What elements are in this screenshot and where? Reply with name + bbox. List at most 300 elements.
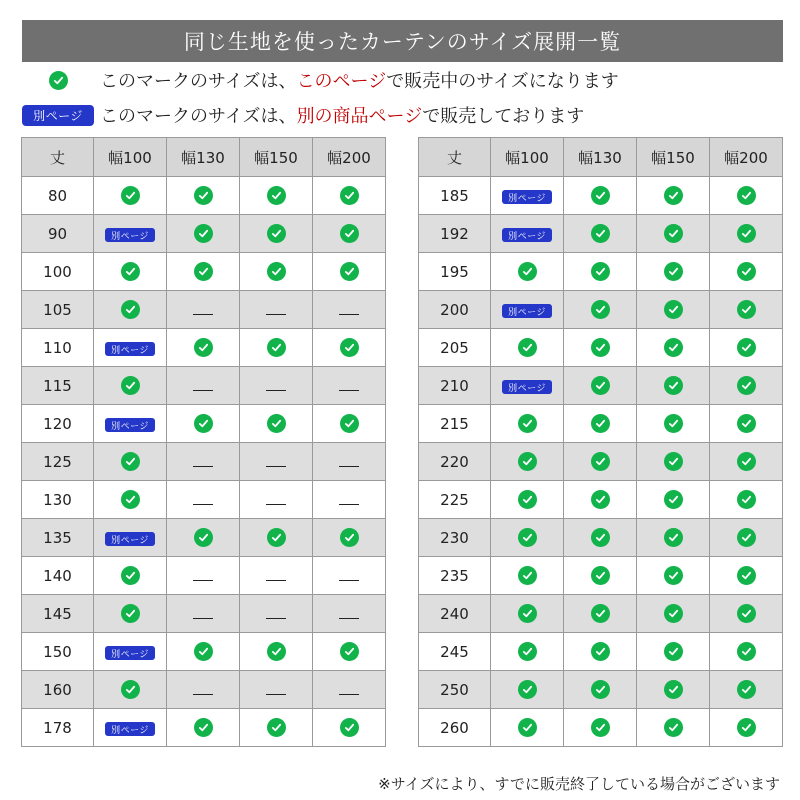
availability-cell (167, 595, 240, 633)
length-cell: 192 (419, 215, 491, 253)
availability-cell (710, 633, 783, 671)
not-available-dash (266, 504, 286, 505)
check-icon (737, 528, 756, 547)
not-available-dash (266, 694, 286, 695)
table-row (419, 177, 783, 215)
availability-cell (313, 405, 386, 443)
check-icon (591, 490, 610, 509)
availability-cell (564, 671, 637, 709)
check-icon (737, 566, 756, 585)
check-icon (664, 262, 683, 281)
availability-cell (491, 405, 564, 443)
not-available-dash (266, 580, 286, 581)
table-row (22, 519, 386, 557)
availability-cell (637, 177, 710, 215)
table-row (419, 481, 783, 519)
availability-cell (313, 329, 386, 367)
check-icon (591, 452, 610, 471)
availability-cell (94, 519, 167, 557)
availability-cell (313, 481, 386, 519)
header-width: 幅200 (710, 138, 783, 177)
availability-cell (637, 405, 710, 443)
other-page-badge: 別ページ (502, 380, 552, 394)
availability-cell (564, 481, 637, 519)
legend-badge-suffix: で販売しております (422, 106, 585, 127)
availability-cell (94, 367, 167, 405)
check-icon (340, 262, 359, 281)
check-icon (737, 224, 756, 243)
availability-cell (564, 253, 637, 291)
check-icon (664, 186, 683, 205)
availability-cell (491, 177, 564, 215)
not-available-dash (339, 504, 359, 505)
size-table-right (418, 137, 783, 747)
check-icon (121, 604, 140, 623)
availability-cell (167, 253, 240, 291)
availability-cell (564, 405, 637, 443)
availability-cell (637, 595, 710, 633)
availability-cell (710, 329, 783, 367)
check-icon (267, 528, 286, 547)
check-icon (737, 262, 756, 281)
availability-cell (637, 709, 710, 747)
table-row (22, 709, 386, 747)
table-row (22, 253, 386, 291)
availability-cell (313, 253, 386, 291)
check-icon (518, 490, 537, 509)
length-cell: 178 (22, 709, 94, 747)
availability-cell (710, 519, 783, 557)
availability-cell (94, 443, 167, 481)
availability-cell (94, 215, 167, 253)
check-icon (340, 718, 359, 737)
page-title: 同じ生地を使ったカーテンのサイズ展開一覧 (22, 20, 783, 62)
other-page-badge: 別ページ (22, 105, 94, 126)
availability-cell (710, 671, 783, 709)
check-icon (518, 452, 537, 471)
availability-cell (710, 215, 783, 253)
check-icon (121, 186, 140, 205)
availability-cell (491, 671, 564, 709)
table-row (419, 405, 783, 443)
availability-cell (240, 481, 313, 519)
length-cell: 260 (419, 709, 491, 747)
check-icon (267, 718, 286, 737)
not-available-dash (339, 580, 359, 581)
table-row (22, 481, 386, 519)
table-row (419, 709, 783, 747)
check-icon (121, 490, 140, 509)
availability-cell (167, 215, 240, 253)
availability-cell (240, 215, 313, 253)
availability-cell (313, 177, 386, 215)
header-width: 幅150 (240, 138, 313, 177)
table-row (22, 329, 386, 367)
check-icon (194, 642, 213, 661)
table-row (419, 633, 783, 671)
availability-cell (94, 671, 167, 709)
check-icon (737, 338, 756, 357)
availability-cell (491, 367, 564, 405)
availability-cell (94, 709, 167, 747)
table-row (419, 291, 783, 329)
table-header-row (22, 138, 386, 177)
availability-cell (313, 367, 386, 405)
availability-cell (167, 367, 240, 405)
availability-cell (637, 443, 710, 481)
availability-cell (637, 633, 710, 671)
check-icon (737, 680, 756, 699)
header-width: 幅130 (167, 138, 240, 177)
availability-cell (637, 215, 710, 253)
table-row (419, 443, 783, 481)
availability-cell (313, 595, 386, 633)
availability-cell (564, 633, 637, 671)
availability-cell (564, 329, 637, 367)
check-icon (518, 528, 537, 547)
check-icon (664, 224, 683, 243)
not-available-dash (339, 618, 359, 619)
check-icon (664, 566, 683, 585)
other-page-badge: 別ページ (502, 304, 552, 318)
availability-cell (710, 177, 783, 215)
other-page-badge: 別ページ (502, 228, 552, 242)
availability-cell (313, 557, 386, 595)
header-length: 丈 (419, 138, 491, 177)
check-icon (121, 452, 140, 471)
legend-badge-prefix: このマークのサイズは、 (100, 106, 297, 127)
check-icon (591, 680, 610, 699)
other-page-badge: 別ページ (105, 342, 155, 356)
check-icon (194, 528, 213, 547)
availability-cell (240, 405, 313, 443)
check-icon (737, 642, 756, 661)
length-cell: 145 (22, 595, 94, 633)
check-icon (121, 262, 140, 281)
check-icon (591, 604, 610, 623)
not-available-dash (193, 314, 213, 315)
availability-cell (167, 633, 240, 671)
table-row (419, 671, 783, 709)
availability-cell (564, 709, 637, 747)
not-available-dash (339, 694, 359, 695)
check-icon (121, 300, 140, 319)
check-icon (737, 414, 756, 433)
header-width: 幅100 (94, 138, 167, 177)
check-icon (518, 604, 537, 623)
table-row (22, 671, 386, 709)
availability-cell (240, 633, 313, 671)
availability-cell (167, 671, 240, 709)
table-row (22, 633, 386, 671)
check-icon (518, 642, 537, 661)
availability-cell (710, 443, 783, 481)
availability-cell (491, 595, 564, 633)
other-page-badge: 別ページ (105, 418, 155, 432)
availability-cell (94, 177, 167, 215)
check-icon (737, 718, 756, 737)
availability-cell (167, 519, 240, 557)
availability-cell (94, 329, 167, 367)
availability-cell (167, 709, 240, 747)
check-icon (664, 680, 683, 699)
table-header-row (419, 138, 783, 177)
check-icon (591, 528, 610, 547)
check-icon (737, 186, 756, 205)
length-cell: 200 (419, 291, 491, 329)
length-cell: 195 (419, 253, 491, 291)
availability-cell (710, 405, 783, 443)
availability-cell (710, 367, 783, 405)
availability-cell (313, 519, 386, 557)
not-available-dash (339, 314, 359, 315)
not-available-dash (193, 504, 213, 505)
availability-cell (167, 443, 240, 481)
check-icon (267, 642, 286, 661)
check-icon (664, 338, 683, 357)
length-cell: 240 (419, 595, 491, 633)
availability-cell (564, 367, 637, 405)
availability-cell (240, 367, 313, 405)
check-icon (121, 680, 140, 699)
not-available-dash (193, 694, 213, 695)
check-icon (194, 338, 213, 357)
availability-cell (94, 253, 167, 291)
other-page-badge: 別ページ (105, 228, 155, 242)
check-icon (737, 490, 756, 509)
check-icon (664, 528, 683, 547)
availability-cell (94, 405, 167, 443)
check-icon (518, 566, 537, 585)
length-cell: 220 (419, 443, 491, 481)
availability-cell (710, 481, 783, 519)
length-cell: 125 (22, 443, 94, 481)
other-page-badge: 別ページ (502, 190, 552, 204)
legend-badge-highlight: 別の商品ページ (296, 106, 423, 127)
check-icon (267, 224, 286, 243)
check-icon (737, 452, 756, 471)
check-icon (591, 186, 610, 205)
availability-cell (167, 405, 240, 443)
check-icon (591, 566, 610, 585)
check-icon (49, 71, 68, 90)
check-icon (194, 414, 213, 433)
length-cell: 245 (419, 633, 491, 671)
check-icon (340, 224, 359, 243)
availability-cell (491, 291, 564, 329)
availability-cell (313, 215, 386, 253)
availability-cell (313, 671, 386, 709)
legend-check (22, 65, 619, 95)
legend-check-prefix: このマークのサイズは、 (100, 71, 297, 92)
length-cell: 140 (22, 557, 94, 595)
table-row (22, 557, 386, 595)
header-width: 幅130 (564, 138, 637, 177)
check-icon (664, 452, 683, 471)
availability-cell (167, 177, 240, 215)
availability-cell (94, 291, 167, 329)
header-length: 丈 (22, 138, 94, 177)
check-icon (194, 224, 213, 243)
availability-cell (564, 443, 637, 481)
check-icon (267, 414, 286, 433)
length-cell: 205 (419, 329, 491, 367)
check-icon (737, 604, 756, 623)
availability-cell (637, 329, 710, 367)
check-icon (267, 262, 286, 281)
availability-cell (710, 291, 783, 329)
check-icon (664, 642, 683, 661)
other-page-badge: 別ページ (105, 532, 155, 546)
check-icon (267, 186, 286, 205)
length-cell: 215 (419, 405, 491, 443)
availability-cell (240, 329, 313, 367)
length-cell: 185 (419, 177, 491, 215)
check-icon (340, 414, 359, 433)
length-cell: 115 (22, 367, 94, 405)
availability-cell (94, 481, 167, 519)
availability-cell (94, 633, 167, 671)
availability-cell (94, 595, 167, 633)
availability-cell (564, 291, 637, 329)
availability-cell (710, 595, 783, 633)
check-icon (664, 718, 683, 737)
availability-cell (491, 519, 564, 557)
check-icon (121, 566, 140, 585)
not-available-dash (266, 314, 286, 315)
availability-cell (710, 557, 783, 595)
table-row (419, 253, 783, 291)
check-icon (340, 186, 359, 205)
length-cell: 235 (419, 557, 491, 595)
availability-cell (240, 253, 313, 291)
check-icon (267, 338, 286, 357)
check-icon (737, 300, 756, 319)
availability-cell (167, 291, 240, 329)
table-row (419, 595, 783, 633)
availability-cell (710, 709, 783, 747)
table-row (22, 367, 386, 405)
check-icon (518, 718, 537, 737)
length-cell: 210 (419, 367, 491, 405)
availability-cell (240, 519, 313, 557)
length-cell: 80 (22, 177, 94, 215)
not-available-dash (193, 390, 213, 391)
availability-cell (313, 291, 386, 329)
length-cell: 225 (419, 481, 491, 519)
availability-cell (637, 367, 710, 405)
availability-cell (313, 633, 386, 671)
table-row (419, 519, 783, 557)
length-cell: 100 (22, 253, 94, 291)
table-row (22, 177, 386, 215)
availability-cell (240, 443, 313, 481)
availability-cell (637, 481, 710, 519)
not-available-dash (193, 618, 213, 619)
availability-cell (313, 443, 386, 481)
header-width: 幅200 (313, 138, 386, 177)
not-available-dash (193, 466, 213, 467)
check-icon (518, 680, 537, 699)
check-icon (591, 338, 610, 357)
length-cell: 230 (419, 519, 491, 557)
availability-cell (491, 481, 564, 519)
availability-cell (637, 557, 710, 595)
check-icon (591, 376, 610, 395)
availability-cell (240, 671, 313, 709)
availability-cell (240, 709, 313, 747)
table-row (22, 215, 386, 253)
availability-cell (94, 557, 167, 595)
length-cell: 130 (22, 481, 94, 519)
check-icon (591, 414, 610, 433)
not-available-dash (266, 466, 286, 467)
availability-cell (637, 291, 710, 329)
not-available-dash (339, 390, 359, 391)
check-icon (664, 414, 683, 433)
length-cell: 160 (22, 671, 94, 709)
check-icon (591, 642, 610, 661)
check-icon (664, 300, 683, 319)
check-icon (194, 262, 213, 281)
availability-cell (710, 253, 783, 291)
table-row (419, 367, 783, 405)
availability-cell (491, 633, 564, 671)
availability-cell (491, 443, 564, 481)
not-available-dash (266, 618, 286, 619)
header-width: 幅100 (491, 138, 564, 177)
legend-badge (22, 100, 584, 130)
check-icon (664, 604, 683, 623)
table-row (419, 215, 783, 253)
check-icon (591, 224, 610, 243)
length-cell: 150 (22, 633, 94, 671)
footnote: ※サイズにより、すでに販売終了している場合がございます (378, 775, 780, 793)
check-icon (518, 414, 537, 433)
check-icon (591, 718, 610, 737)
legend-check-suffix: で販売中のサイズになります (386, 71, 619, 92)
availability-cell (564, 177, 637, 215)
availability-cell (313, 709, 386, 747)
check-icon (737, 376, 756, 395)
availability-cell (637, 671, 710, 709)
length-cell: 135 (22, 519, 94, 557)
length-cell: 120 (22, 405, 94, 443)
check-icon (664, 490, 683, 509)
availability-cell (240, 291, 313, 329)
size-table-left (21, 137, 386, 747)
check-icon (340, 528, 359, 547)
not-available-dash (266, 390, 286, 391)
check-icon (194, 718, 213, 737)
availability-cell (491, 253, 564, 291)
availability-cell (491, 557, 564, 595)
check-icon (194, 186, 213, 205)
check-icon (340, 338, 359, 357)
legend-check-highlight: このページ (296, 71, 387, 92)
length-cell: 90 (22, 215, 94, 253)
check-icon (518, 262, 537, 281)
availability-cell (167, 557, 240, 595)
availability-cell (240, 595, 313, 633)
not-available-dash (339, 466, 359, 467)
check-icon (591, 300, 610, 319)
other-page-badge: 別ページ (105, 646, 155, 660)
check-icon (591, 262, 610, 281)
not-available-dash (193, 580, 213, 581)
availability-cell (491, 215, 564, 253)
length-cell: 110 (22, 329, 94, 367)
